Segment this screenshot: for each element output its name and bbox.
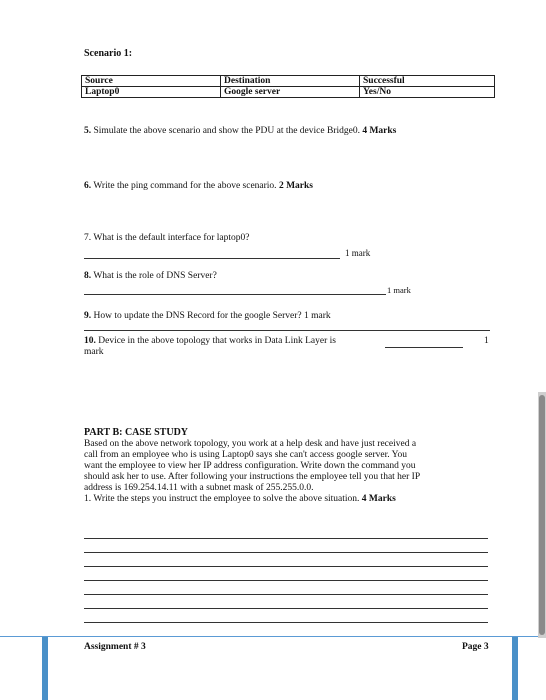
table-cell-source: Laptop0 — [82, 87, 221, 98]
answer-line-9 — [84, 330, 490, 331]
case-line: call from an employee who is using Laptop0 says she can't access google server. You — [84, 450, 408, 460]
scrollbar-thumb[interactable] — [539, 395, 545, 635]
case-study-text — [84, 439, 494, 505]
answer-line — [84, 622, 488, 623]
footer-rule — [0, 636, 546, 637]
scenario-table — [81, 75, 495, 98]
footer-assignment: Assignment # 3 — [84, 642, 146, 652]
table-header-source: Source — [82, 76, 221, 87]
case-line: Based on the above network topology, you work at a help desk and have just received a — [84, 439, 417, 449]
answer-line-8 — [84, 294, 386, 295]
question-8: 8. What is the role of DNS Server? — [84, 271, 217, 281]
question-10-marks-cont: mark — [84, 347, 104, 357]
table-row — [82, 87, 495, 98]
table-header-destination: Destination — [221, 76, 360, 87]
answer-line — [84, 538, 488, 539]
question-7-marks: 1 mark — [345, 248, 371, 258]
case-line: want the employee to view her IP address configuration. Write down the command you — [84, 461, 416, 471]
answer-line — [84, 552, 488, 553]
table-cell-successful: Yes/No — [360, 87, 495, 98]
answer-line-7 — [84, 258, 340, 259]
table-header-row — [82, 76, 495, 87]
footer-accent-right — [512, 637, 518, 700]
table-cell-destination: Google server — [221, 87, 360, 98]
case-task: 1. Write the steps you instruct the employee to solve the above situation. 4 Marks — [84, 494, 396, 504]
question-8-marks: 1 mark — [387, 285, 411, 295]
case-line: should ask her to use. After following your instructions the employee tell you that her IP — [84, 472, 421, 482]
part-b-title: PART B: CASE STUDY — [84, 427, 189, 438]
question-5: 5. Simulate the above scenario and show the PDU at the device Bridge0. 4 Marks — [84, 126, 397, 136]
footer-accent-left — [42, 637, 48, 700]
question-7: 7. What is the default interface for laptop0? — [84, 233, 250, 243]
answer-line — [84, 594, 488, 595]
question-6: 6. Write the ping command for the above scenario. 2 Marks — [84, 181, 313, 191]
case-line: address is 169.254.14.11 with a subnet mask of 255.255.0.0. — [84, 483, 314, 493]
answer-line — [84, 608, 488, 609]
question-10-marks: 1 — [484, 336, 489, 346]
table-header-successful: Successful — [360, 76, 495, 87]
question-9: 9. How to update the DNS Record for the google Server? 1 mark — [84, 311, 331, 321]
footer-page-number: Page 3 — [462, 642, 489, 652]
answer-line — [84, 566, 488, 567]
scenario-title: Scenario 1: — [84, 48, 133, 59]
answer-line — [84, 580, 488, 581]
answer-line-10 — [385, 347, 463, 348]
question-10: 10. Device in the above topology that works in Data Link Layer is — [84, 336, 336, 346]
